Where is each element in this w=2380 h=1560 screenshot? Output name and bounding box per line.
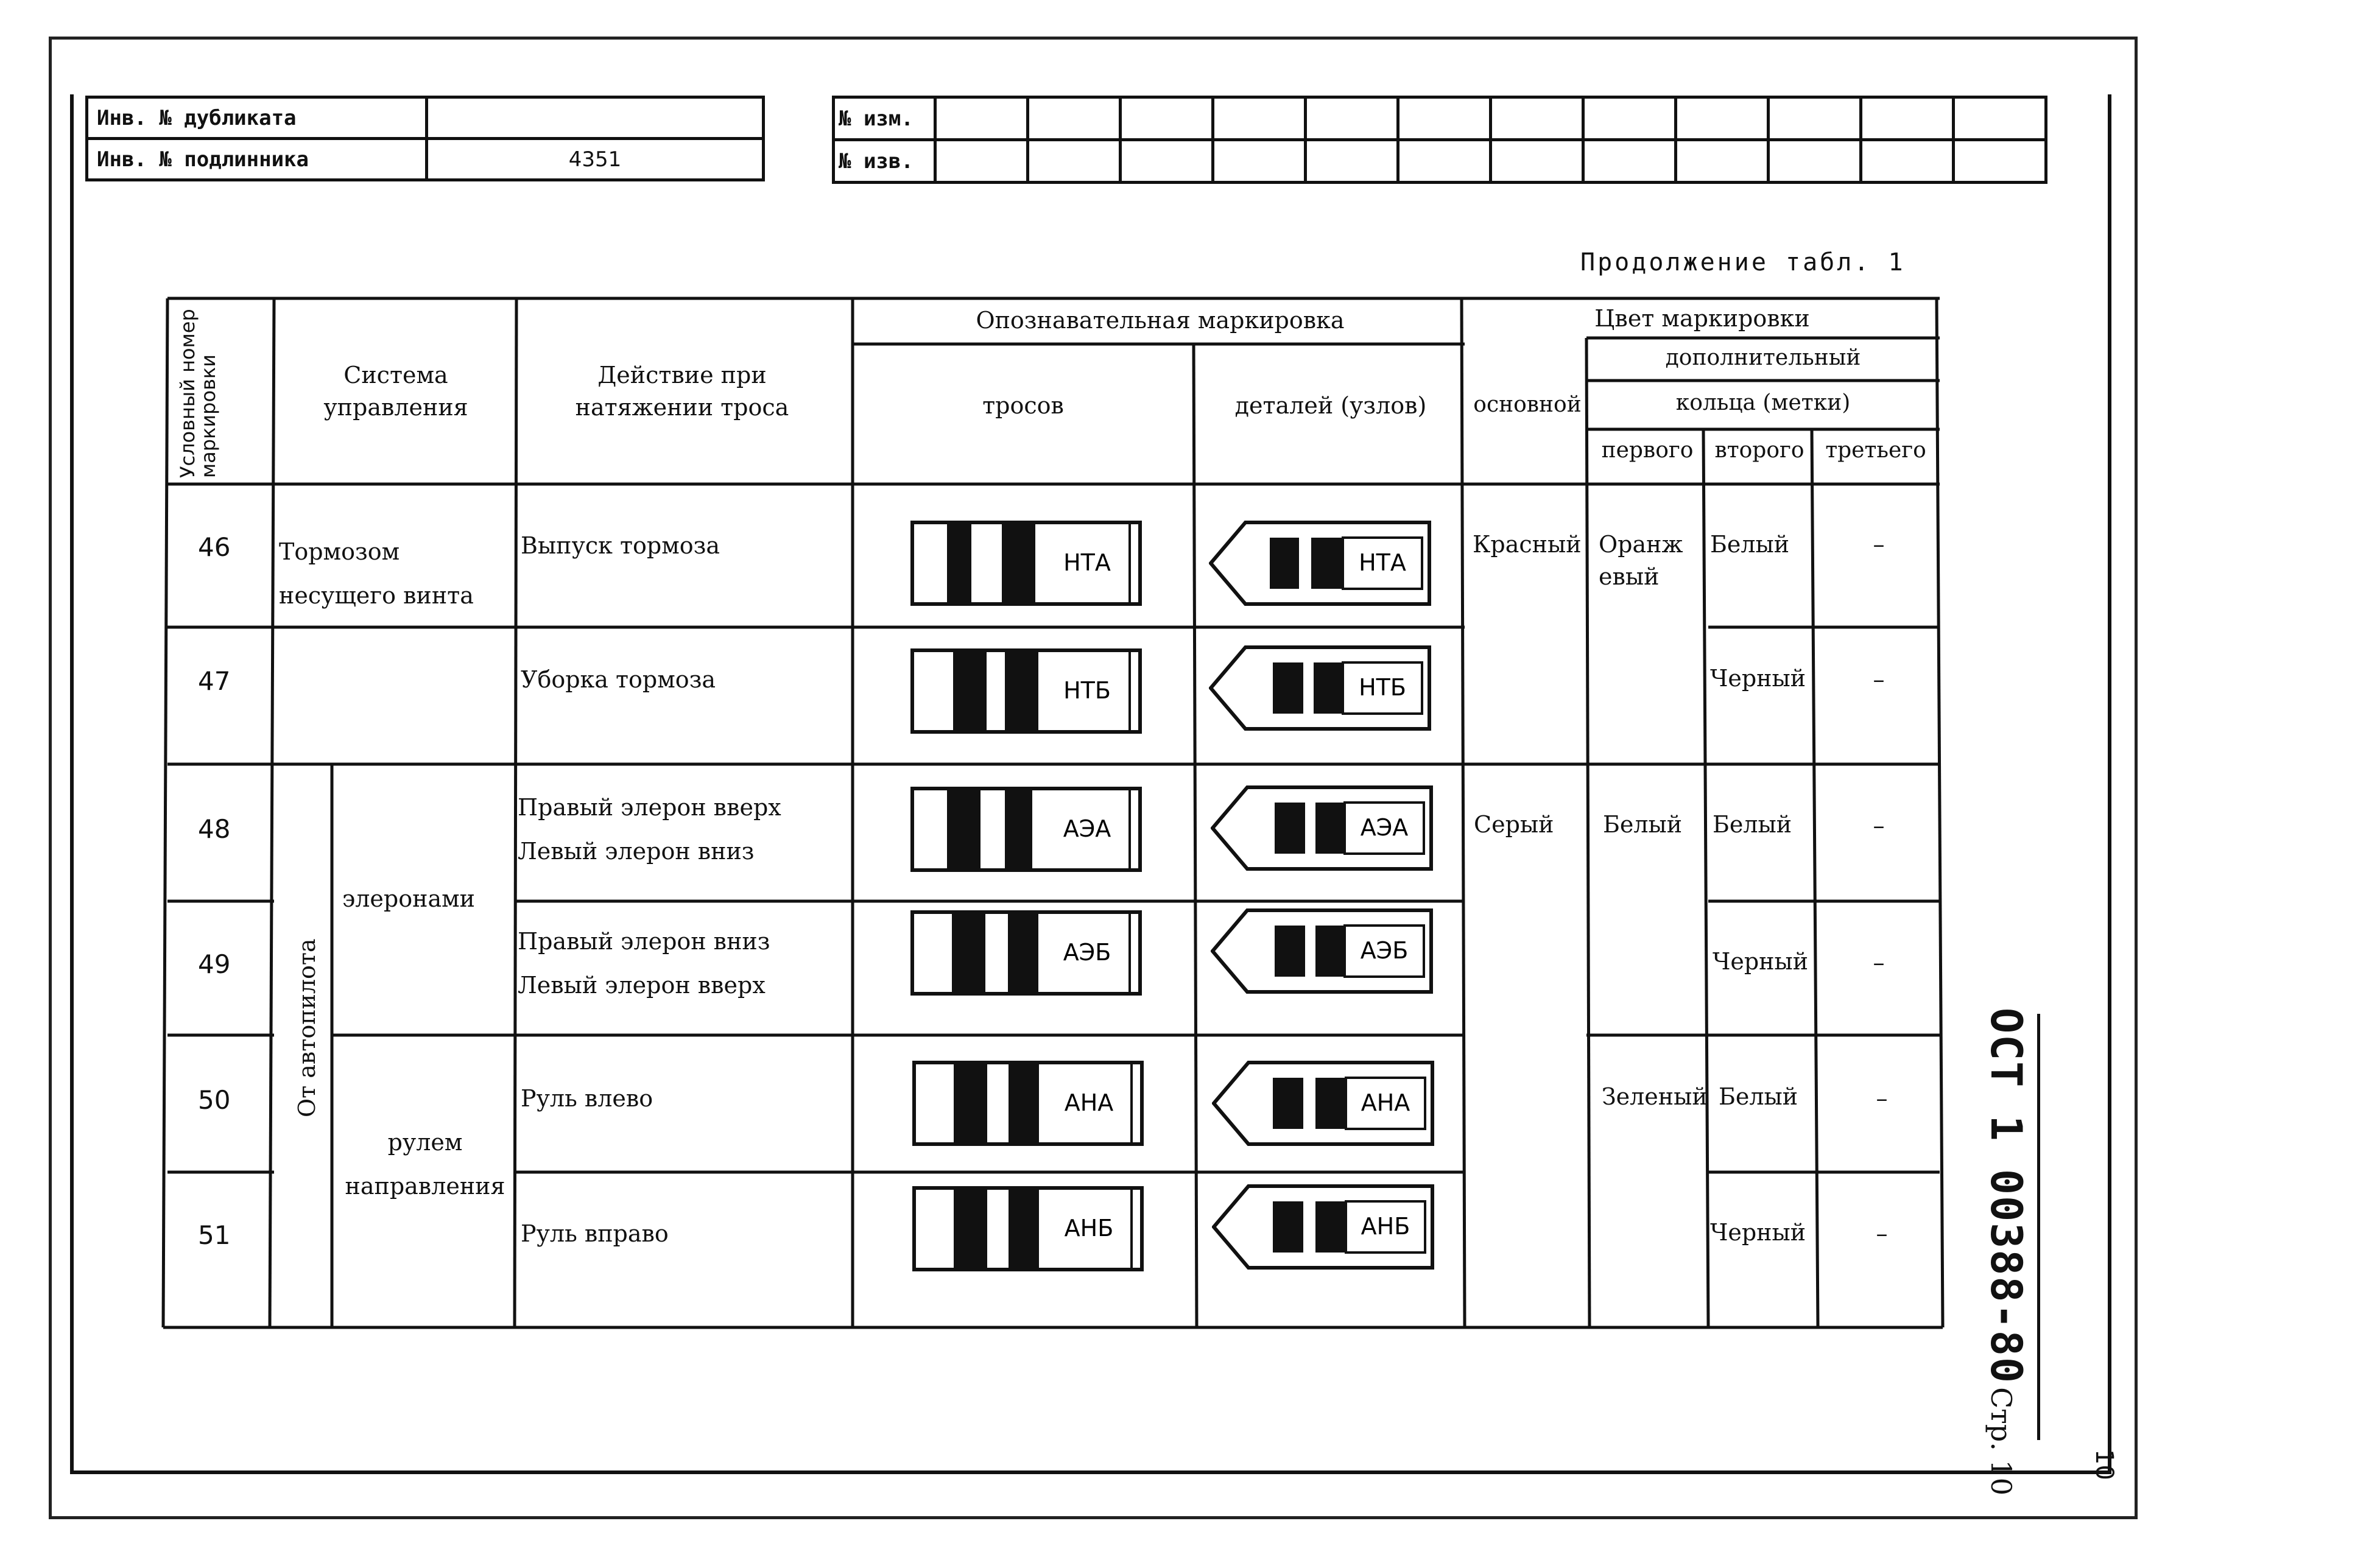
second-ring-color: Белый <box>1719 1083 1798 1110</box>
document-designation <box>1981 1008 2031 1507</box>
duplicate-inventory-label: Инв. № дубликата <box>87 97 427 139</box>
group-autopilot-text: От автопилота <box>294 938 320 1117</box>
header-marking-number <box>178 301 219 478</box>
notice-number-label: № изв. <box>834 140 935 183</box>
cable-marking <box>910 910 1142 996</box>
first-ring-green: Зеленый <box>1602 1083 1708 1110</box>
second-ring-color: Белый <box>1710 531 1790 558</box>
header-cable-action: Действие при натяжении троса <box>575 362 789 421</box>
original-inventory-value: 4351 <box>427 139 764 180</box>
row-action: Правый элерон вверх Левый элерон вниз <box>518 794 781 865</box>
part-marking <box>1212 1184 1434 1270</box>
change-number-label: № изм. <box>834 97 935 140</box>
group-brake: Тормозом несущего винта <box>279 538 474 610</box>
part-marking-code: НТА <box>1359 549 1406 576</box>
row-action: Правый элерон вниз Левый элерон вверх <box>518 928 770 999</box>
main-color-gray: Серый <box>1474 811 1554 838</box>
header-marking-color: Цвет маркировки <box>1594 305 1810 332</box>
third-ring-color: – <box>1876 1220 1888 1247</box>
part-marking-code: НТБ <box>1359 674 1406 701</box>
part-marking <box>1212 1061 1434 1146</box>
row-action: Руль влево <box>521 1085 653 1112</box>
row-action: Руль вправо <box>521 1220 669 1247</box>
header-additional-color: дополнительный <box>1665 345 1861 370</box>
row-number: 48 <box>198 814 231 844</box>
third-ring-color: – <box>1873 531 1885 558</box>
original-inventory-label: Инв. № подлинника <box>87 139 427 180</box>
part-marking <box>1209 521 1431 606</box>
second-ring-color: Черный <box>1710 665 1806 692</box>
row-number: 46 <box>198 532 231 562</box>
row-action: Выпуск тормоза <box>521 532 720 559</box>
row-number: 50 <box>198 1085 231 1115</box>
third-ring-color: – <box>1876 1085 1888 1112</box>
part-marking <box>1211 785 1433 871</box>
cable-marking-code: НТБ <box>1063 677 1111 704</box>
header-cables: тросов <box>982 392 1064 419</box>
cable-marking-code: АЭА <box>1063 815 1111 842</box>
cable-marking-code: АНА <box>1064 1089 1114 1116</box>
row-number: 51 <box>198 1220 231 1250</box>
part-marking-code: АЭБ <box>1360 937 1409 964</box>
header-identification-marking: Опознавательная маркировка <box>976 307 1345 334</box>
sheet-side-number: 10 <box>2090 1449 2118 1480</box>
part-marking-code: АНА <box>1361 1089 1410 1116</box>
main-color-red: Красный <box>1473 531 1582 558</box>
cable-marking-code: АНБ <box>1064 1215 1114 1242</box>
header-third-ring: третьего <box>1825 438 1926 463</box>
cable-marking <box>912 1186 1144 1271</box>
header-marking-number-text: Условный номер маркировки <box>176 309 220 478</box>
group-ailerons: элеронами <box>342 885 475 912</box>
header-second-ring: второго <box>1714 438 1804 463</box>
part-marking <box>1209 645 1431 731</box>
cable-marking-code: АЭБ <box>1063 939 1111 966</box>
cable-marking <box>910 648 1142 734</box>
second-ring-color: Черный <box>1713 948 1809 975</box>
cable-marking <box>910 521 1142 606</box>
third-ring-color: – <box>1873 666 1885 693</box>
header-rings: кольца (метки) <box>1675 390 1851 415</box>
header-control-system: Система управления <box>323 362 468 421</box>
row-action: Уборка тормоза <box>521 666 716 693</box>
row-number: 49 <box>198 949 231 979</box>
standard-code: ОСТ 1 00388-80 <box>1981 1008 2031 1385</box>
header-main-color: основной <box>1473 392 1582 417</box>
part-marking <box>1211 908 1433 994</box>
first-ring-white: Белый <box>1603 811 1683 838</box>
part-marking-code: АЭА <box>1360 814 1409 841</box>
table-caption: Продолжение табл. 1 <box>1580 248 1906 276</box>
cable-marking <box>910 787 1142 872</box>
third-ring-color: – <box>1873 949 1885 976</box>
group-autopilot <box>291 938 323 1117</box>
third-ring-color: – <box>1873 812 1885 839</box>
cable-marking <box>912 1061 1144 1146</box>
first-ring-orange: Оранжевый <box>1599 531 1683 591</box>
part-marking-code: АНБ <box>1361 1213 1410 1240</box>
second-ring-color: Черный <box>1710 1219 1806 1246</box>
cable-marking-code: НТА <box>1063 549 1111 576</box>
group-rudder: рулем направления <box>345 1129 505 1200</box>
designation-rule <box>2037 1014 2040 1440</box>
page-label: Стр. 10 <box>1985 1387 2018 1495</box>
row-number: 47 <box>198 666 231 696</box>
second-ring-color: Белый <box>1713 811 1792 838</box>
header-first-ring: первого <box>1601 438 1694 463</box>
header-parts: деталей (узлов) <box>1234 392 1427 419</box>
